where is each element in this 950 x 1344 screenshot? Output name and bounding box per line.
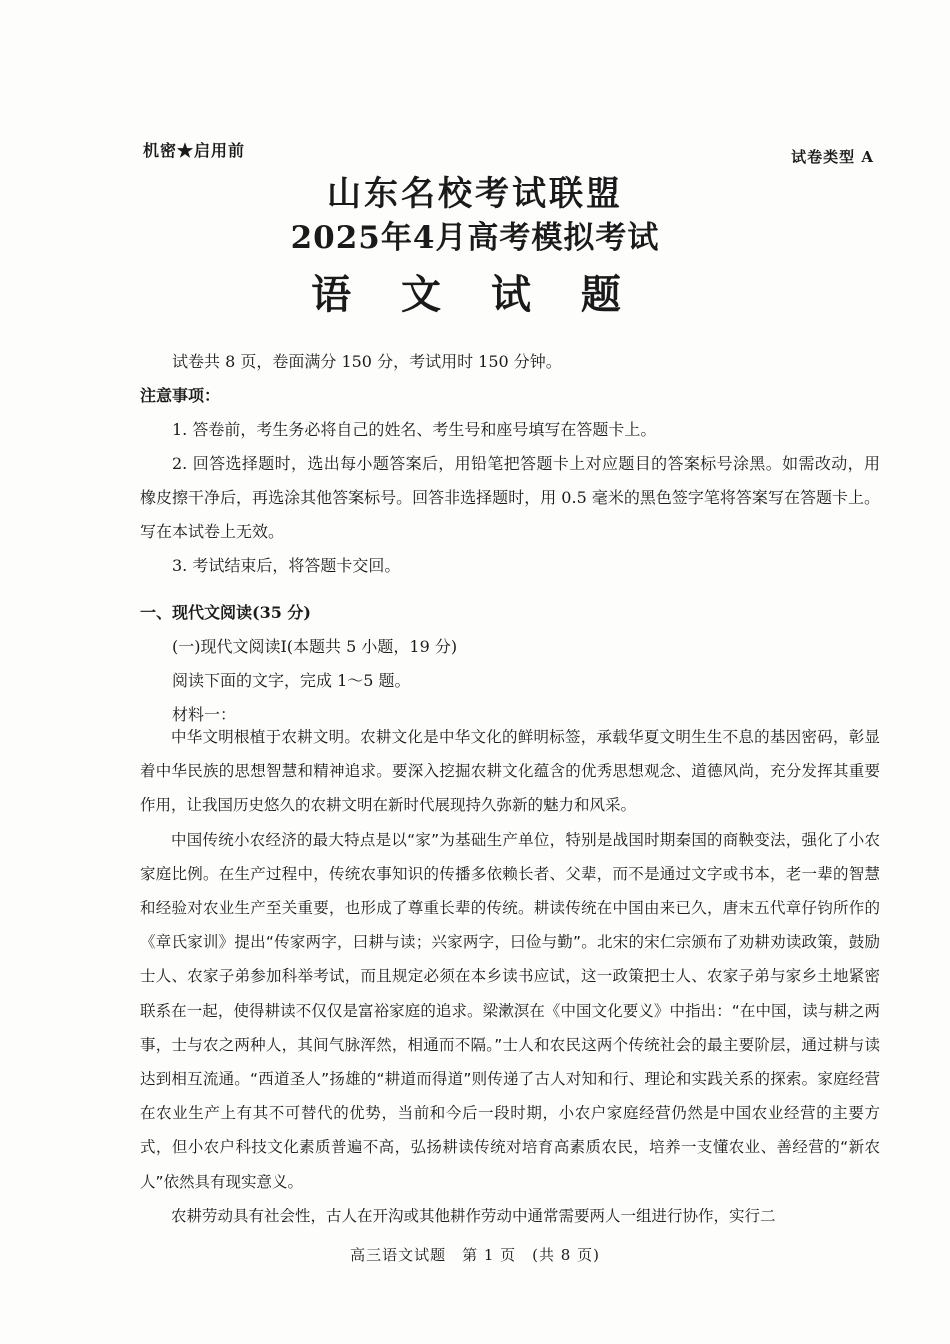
section-heading: 一、现代文阅读(35 分) (140, 603, 311, 622)
material-label: 材料一： (172, 705, 237, 724)
confidential-label: 机密★启用前 (143, 141, 246, 160)
note-item-3: 3. 考试结束后，将答题卡交回。 (172, 556, 401, 575)
section-direction: 阅读下面的文字，完成 1～5 题。 (172, 671, 411, 690)
instructions (140, 345, 880, 583)
material-text (140, 720, 880, 1233)
page-footer: 高三语文试题 第 1 页 (共 8 页) (350, 1246, 600, 1264)
notes-heading: 注意事项： (140, 386, 221, 405)
title-block (0, 172, 950, 326)
note-item-2: 2. 回答选择题时，选出每小题答案后，用铅笔把答题卡上对应题目的答案标号涂黑。如需改动，用橡皮擦干净后，再选涂其他答案标号。回答非选择题时，用 0.5 毫米的黑色签字笔将答案写在答题卡上。写在本试卷上无效。 (140, 454, 880, 541)
section-header (140, 596, 880, 732)
subject-title: 语 文 试 题 (311, 271, 639, 318)
material-paragraph-1: 中华文明根植于农耕文明。农耕文化是中华文化的鲜明标签，承载华夏文明生生不息的基因密码，彰显着中华民族的思想智慧和精神追求。要深入挖掘农耕文化蕴含的优秀思想观念、道德风尚，充分发挥其重要作用，让我国历史悠久的农耕文明在新时代展现持久弥新的魅力和风采。 (140, 728, 880, 815)
material-paragraph-2: 中国传统小农经济的最大特点是以“家”为基础生产单位，特别是战国时期秦国的商鞅变法，强化了小农家庭比例。在生产过程中，传统农事知识的传播多依赖长者、父辈，而不是通过文字或书本，老一辈的智慧和经验对农业生产至关重要，也形成了尊重长辈的传统。耕读传统在中国由来已久，唐末五代章仔钧所作的《章氏家训》提出“传家两字，曰耕与读；兴家两字，曰俭与勤”。北宋的宋仁宗颁布了劝耕劝读政策，鼓励士人、农家子弟参加科举考试，而且规定必须在本乡读书应试，这一政策把士人、农家子弟与家乡土地紧密联系在一起，使得耕读不仅仅是富裕家庭的追求。梁漱溟在《中国文化要义》中指出：“在中国，读与耕之两事，士与农之两种人，其间气脉浑然，相通而不隔。”士人和农民这两个传统社会的最主要阶层，通过耕与读达到相互流通。“西道圣人”扬雄的“耕道而得道”则传递了古人对知和行、理论和实践关系的探索。家庭经营在农业生产上有其不可替代的优势，当前和今后一段时期，小农户家庭经营仍然是中国农业经营的主要方式，但小农户科技文化素质普遍不高，弘扬耕读传统对培育高素质农民，培养一支懂农业、善经营的“新农人”依然具有现实意义。 (140, 830, 880, 1191)
exam-summary: 试卷共 8 页，卷面满分 150 分，考试用时 150 分钟。 (172, 352, 562, 371)
exam-title: 2025年4月高考模拟考试 (290, 220, 660, 256)
note-item-1: 1. 答卷前，考生务必将自己的姓名、考生号和座号填写在答题卡上。 (172, 420, 657, 439)
material-paragraph-3: 农耕劳动具有社会性，古人在开沟或其他耕作劳动中通常需要两人一组进行协作，实行二 (171, 1206, 776, 1225)
alliance-title: 山东名校考试联盟 (327, 174, 623, 214)
paper-type-label: 试卷类型 A (791, 148, 874, 166)
section-subheading: (一)现代文阅读Ⅰ(本题共 5 小题，19 分) (172, 637, 458, 656)
